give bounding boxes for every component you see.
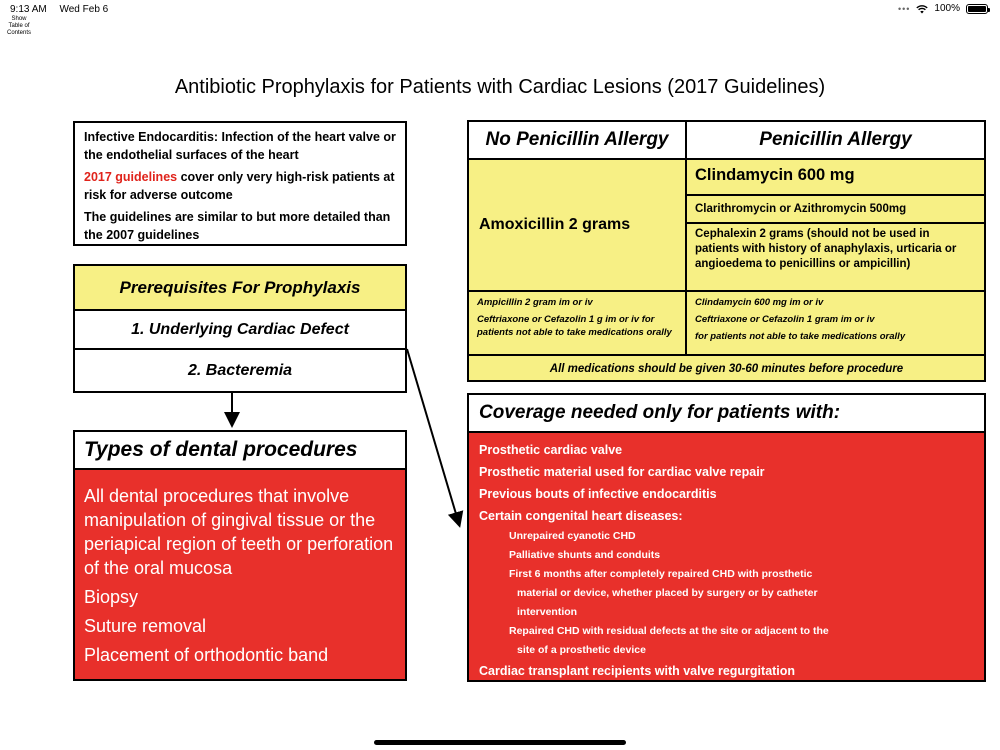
coverage-box	[467, 393, 986, 682]
coverage-item: Previous bouts of infective endocarditis	[479, 487, 717, 501]
no-penicillin-allergy-header: No Penicillin Allergy	[469, 122, 687, 160]
wifi-icon	[916, 4, 928, 14]
coverage-item: Prosthetic cardiac valve	[479, 443, 623, 457]
status-bar	[0, 0, 1000, 18]
coverage-subitem-continued: site of a prosthetic device	[517, 644, 646, 656]
cephalexin-cell: Cephalexin 2 grams (should not be used in patients with history of anaphylaxis, urticaria or angioedema to penicillins or ampicillin)	[687, 224, 984, 292]
coverage-subitem: Unrepaired cyanotic CHD	[509, 530, 636, 542]
battery-icon	[966, 4, 988, 14]
clindamycin-iv-text: Clindamycin 600 mg im or iv	[695, 297, 824, 308]
info-guidelines	[84, 168, 396, 204]
dental-procedure-item: Suture removal	[84, 616, 207, 636]
amoxicillin-cell: Amoxicillin 2 grams	[469, 160, 687, 292]
dental-procedure-item: All dental procedures that involve manipulation of gingival tissue or the periapical region of teeth or perforation of the oral mucosa	[84, 486, 394, 578]
infective-endocarditis-info	[73, 121, 407, 246]
coverage-item: Certain congenital heart diseases:	[479, 509, 683, 523]
coverage-subitem: First 6 months after completely repaired CHD with prosthetic	[509, 568, 813, 580]
home-indicator[interactable]	[374, 740, 626, 745]
dental-procedures-title: Types of dental procedures	[75, 432, 405, 470]
coverage-subitem-continued: material or device, whether placed by surgery or by catheter	[517, 587, 818, 599]
penicillin-allergy-header: Penicillin Allergy	[687, 122, 984, 160]
info-comparison: The guidelines are similar to but more detailed than the 2007 guidelines	[84, 210, 391, 242]
show-table-of-contents-button[interactable]: Show Table of Contents	[6, 16, 31, 36]
dental-procedure-item: Placement of orthodontic band	[84, 645, 329, 665]
coverage-subitem-continued: intervention	[517, 606, 578, 618]
prerequisites-title: Prerequisites For Prophylaxis	[75, 266, 405, 311]
coverage-subitem: Palliative shunts and conduits	[509, 549, 661, 561]
coverage-title: Coverage needed only for patients with:	[469, 395, 984, 433]
dental-procedure-item: Biopsy	[84, 587, 139, 607]
parenteral-no-allergy-cell	[469, 292, 687, 356]
clindamycin-cell: Clindamycin 600 mg	[687, 160, 984, 196]
arrow-to-coverage	[407, 349, 459, 524]
prerequisite-item: 1. Underlying Cardiac Defect	[75, 311, 405, 350]
prerequisites-box	[73, 264, 407, 393]
ampicillin-text: Ampicillin 2 gram im or iv	[477, 297, 593, 308]
info-guidelines-rest: cover only very high-risk patients at risk for adverse outcome	[84, 170, 395, 202]
status-date: Wed Feb 6	[59, 4, 109, 15]
prerequisite-item: 2. Bacteremia	[187, 361, 293, 379]
dental-procedures-box	[73, 430, 407, 681]
ceftriaxone-text: Ceftriaxone or Cefazolin 1 g im or iv for patients not able to take medications orally	[477, 314, 672, 338]
info-highlight: 2017 guidelines	[84, 170, 178, 184]
info-definition: Infective Endocarditis: Infection of the heart valve or the endothelial surfaces of the heart	[84, 130, 396, 162]
clarithromycin-cell: Clarithromycin or Azithromycin 500mg	[687, 196, 984, 224]
page-title: Antibiotic Prophylaxis for Patients with Cardiac Lesions (2017 Guidelines)	[174, 76, 826, 98]
multitask-dots-icon: •••	[897, 3, 911, 14]
coverage-item: Cardiac transplant recipients with valve regurgitation	[479, 664, 796, 678]
ceftriaxone-allergy-text: Ceftriaxone or Cefazolin 1 gram im or iv	[695, 314, 875, 325]
parenteral-allergy-cell	[687, 292, 984, 356]
coverage-item: Prosthetic material used for cardiac valve repair	[479, 465, 765, 479]
status-time: 9:13 AM	[10, 4, 47, 15]
timing-note: All medications should be given 30-60 minutes before procedure	[549, 363, 904, 375]
oral-note-text: for patients not able to take medications orally	[695, 331, 906, 342]
coverage-subitem: Repaired CHD with residual defects at the site or adjacent to the	[509, 625, 829, 637]
battery-percent: 100%	[934, 3, 960, 14]
antibiotic-regimen-table	[467, 120, 986, 382]
